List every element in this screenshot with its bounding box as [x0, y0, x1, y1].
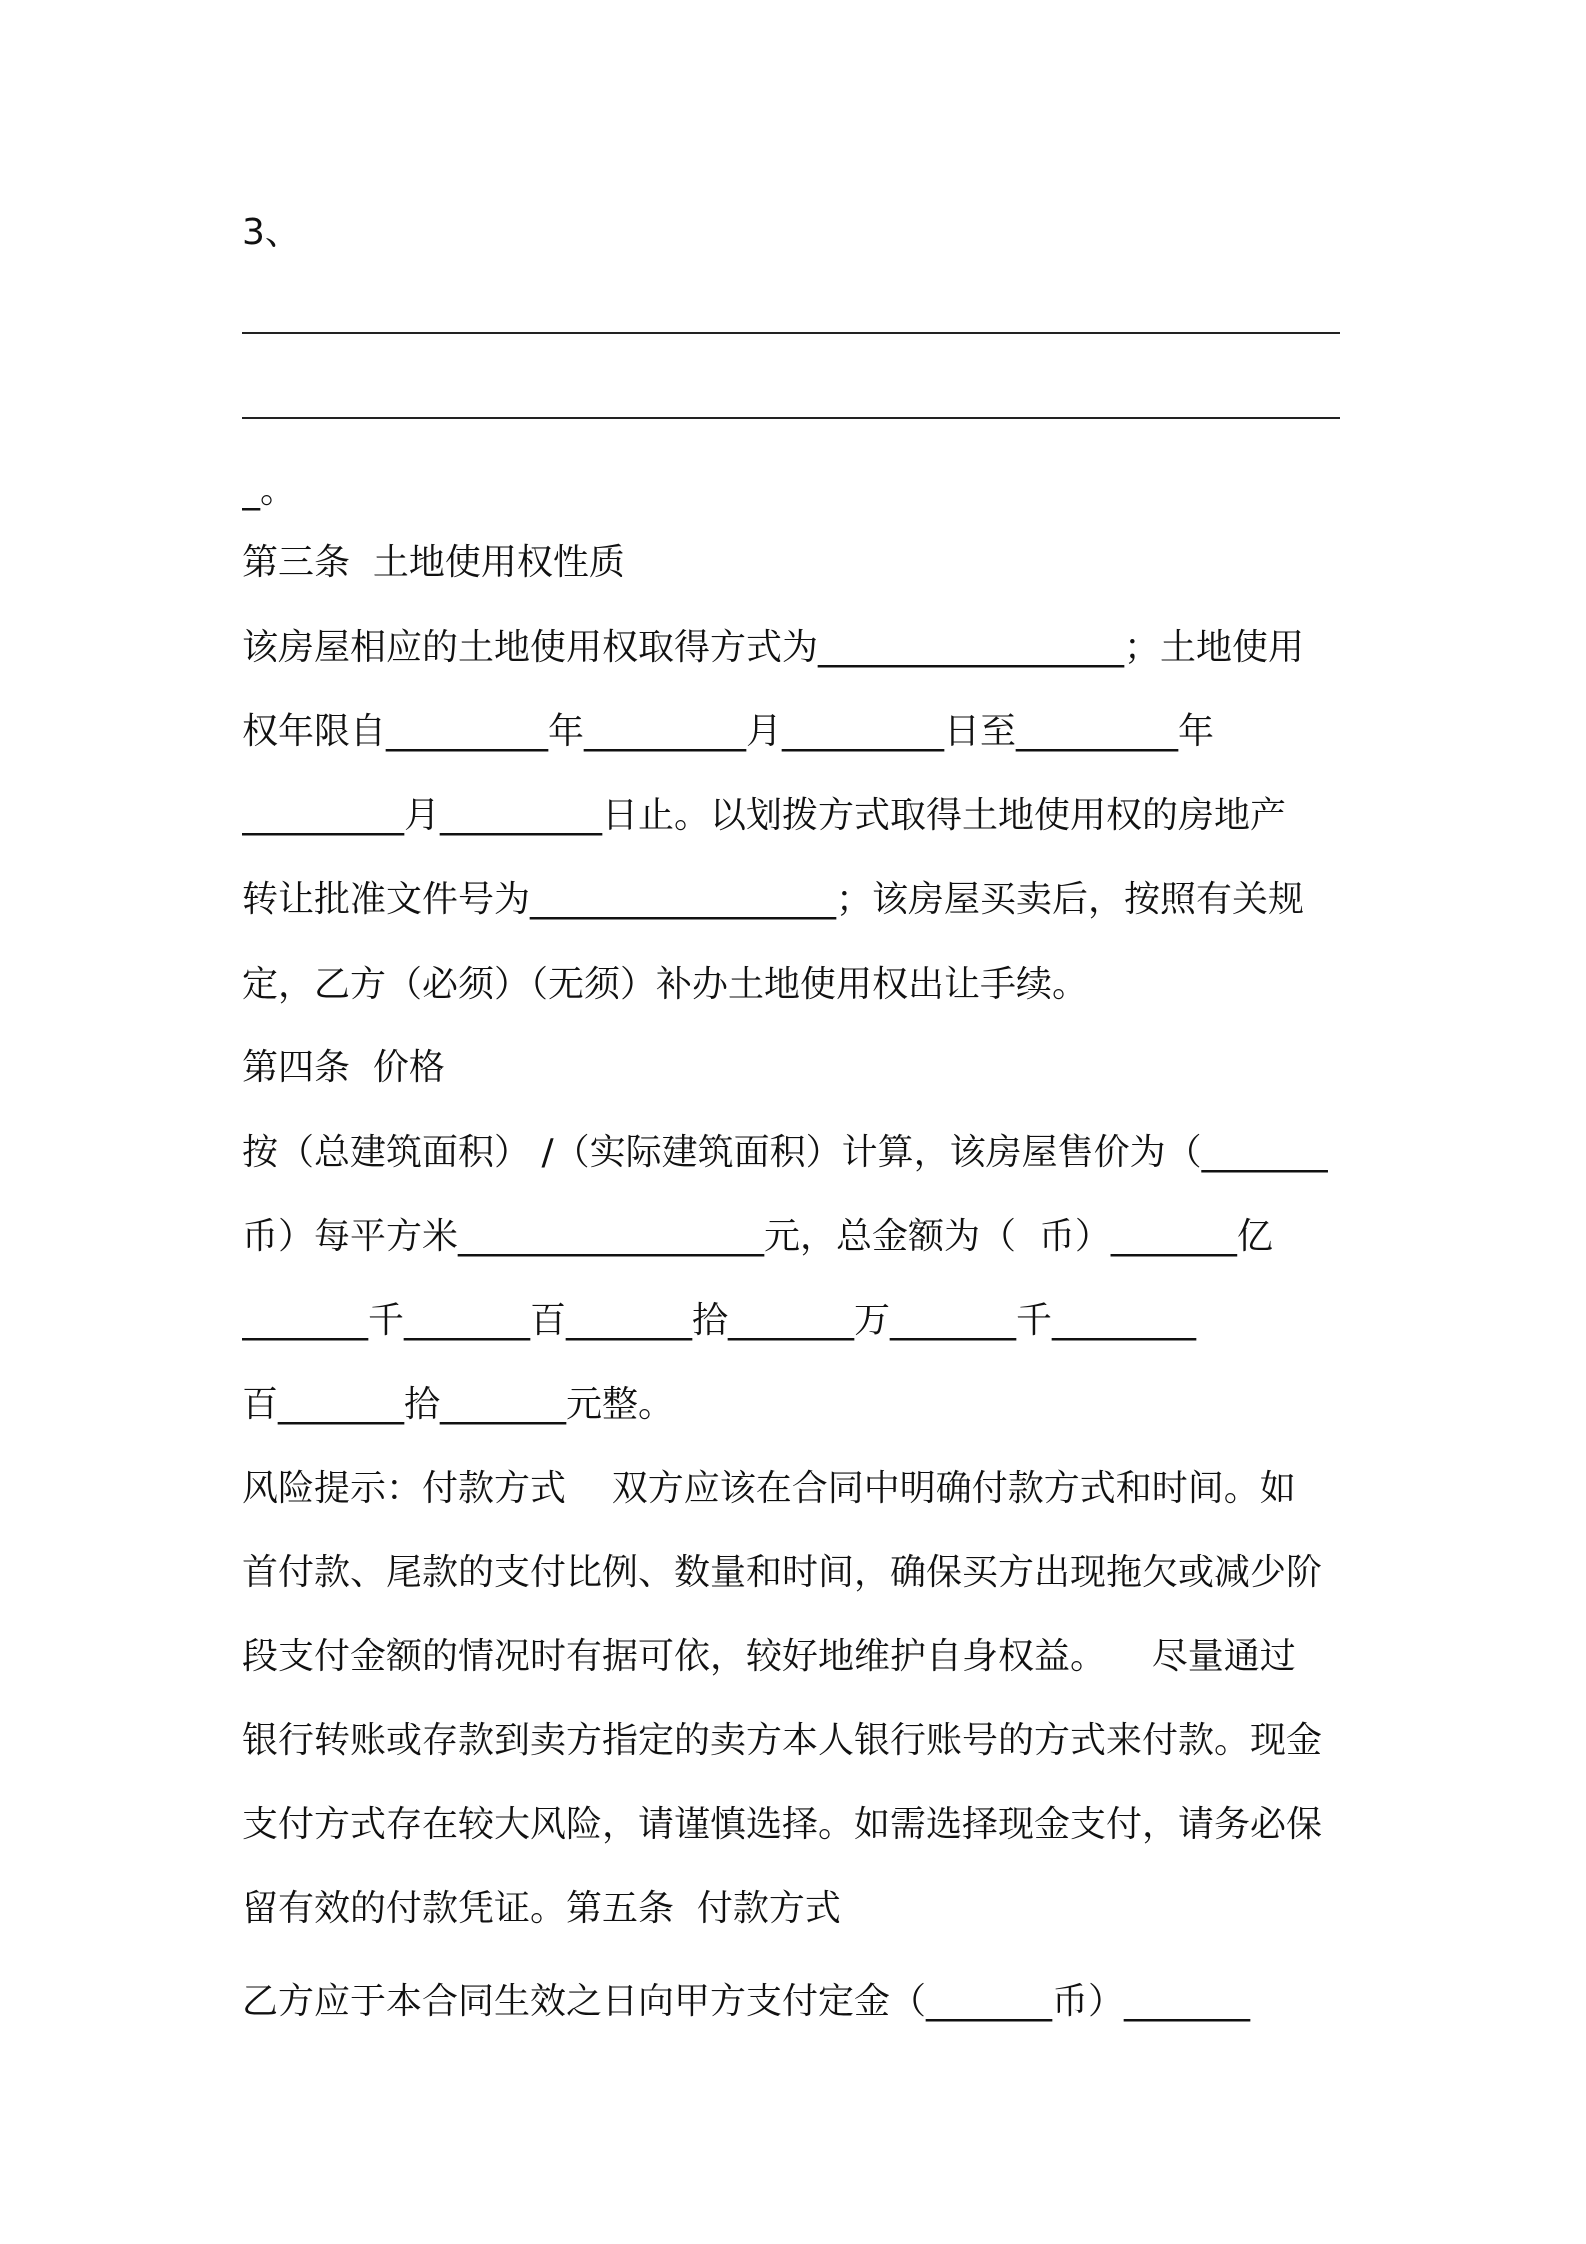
article-line: _______千_______百_______拾_______万_______千________: [242, 1300, 1196, 1341]
article-line: 定，乙方（必须）（无须）补办土地使用权出让手续。: [242, 964, 1089, 1005]
item-number: 3、: [242, 212, 301, 253]
article-line: 按（总建筑面积） /（实际建筑面积）计算，该房屋售价为（_______: [242, 1132, 1328, 1173]
article-line: 转让批准文件号为_________________；该房屋买卖后，按照有关规: [242, 879, 1305, 920]
article-line: 百_______拾_______元整。: [242, 1384, 675, 1425]
article-line: 权年限自_________年_________月_________日至_________年: [242, 711, 1215, 752]
article-line: 币）每平方米_________________元，总金额为（ 币）_______亿: [242, 1216, 1273, 1257]
article-line: _________月_________日止。以划拨方式取得土地使用权的房地产: [242, 795, 1287, 836]
article-line: 该房屋相应的土地使用权取得方式为_________________；土地使用: [242, 627, 1305, 668]
risk-note-line: 支付方式存在较大风险，请谨慎选择。如需选择现金支付，请务必保: [242, 1804, 1323, 1845]
article-heading: 第三条 土地使用权性质: [242, 542, 625, 583]
article-heading: 第四条 价格: [242, 1047, 445, 1088]
risk-note-line: 风险提示：付款方式 双方应该在合同中明确付款方式和时间。如: [242, 1468, 1296, 1509]
risk-note-line: 首付款、尾款的支付比例、数量和时间，确保买方出现拖欠或减少阶: [242, 1552, 1323, 1593]
risk-note-line: 段支付金额的情况时有据可依，较好地维护自身权益。 尽量通过: [242, 1636, 1296, 1677]
risk-note-line: 银行转账或存款到卖方指定的卖方本人银行账号的方式来付款。现金: [242, 1720, 1323, 1761]
blank-fill-line: [242, 332, 1340, 334]
item-tail: _。: [242, 470, 297, 511]
risk-note-line: 留有效的付款凭证。第五条 付款方式: [242, 1888, 841, 1929]
article-line: 乙方应于本合同生效之日向甲方支付定金（_______币）_______: [242, 1981, 1251, 2022]
blank-fill-line: [242, 417, 1340, 419]
